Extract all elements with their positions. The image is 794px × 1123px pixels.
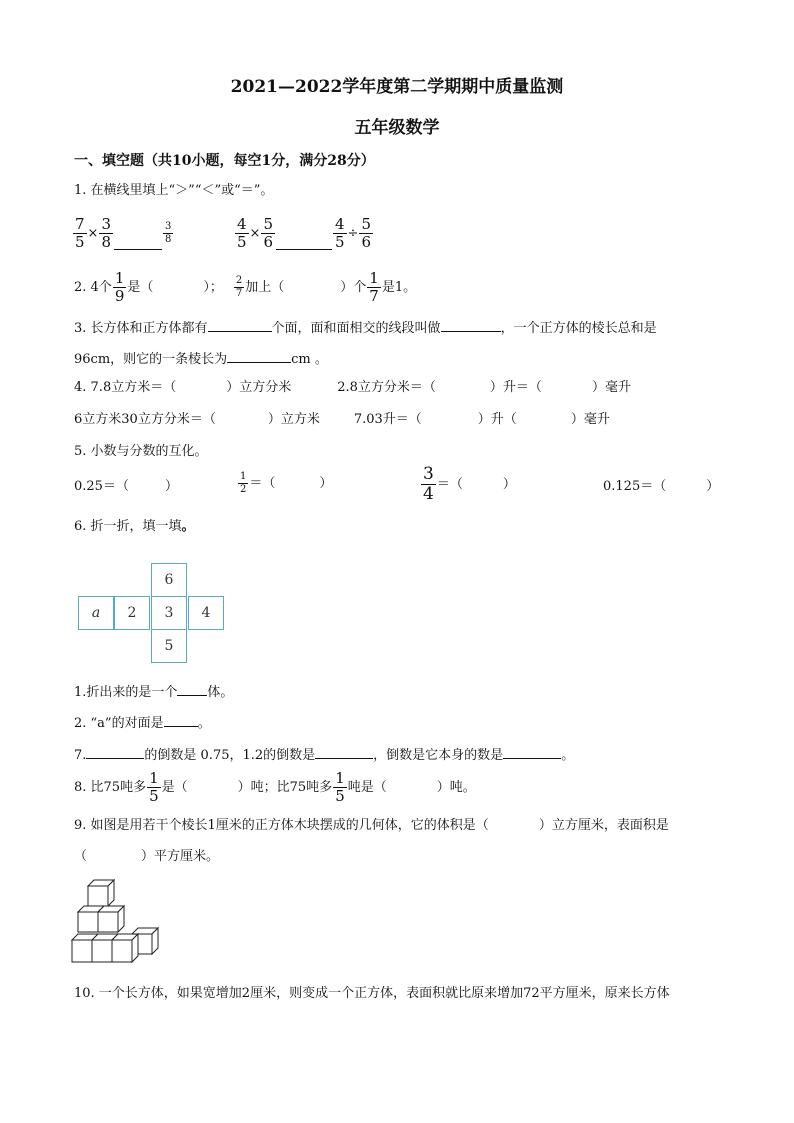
question-5-b: $\frac{1}{2}$ ＝（ ） [240,471,333,495]
net-cell-a: a [78,596,114,630]
cube [98,906,124,932]
question-3-line-2: 96cm，则它的一条棱长为 cm 。 [74,348,328,369]
answer-blank[interactable] [86,744,144,759]
cube [88,880,114,906]
question-1-expr-a [72,217,174,250]
answer-blank[interactable] [503,744,561,759]
question-5-c: $\frac{3}{4}$ ＝（ ） [423,464,516,504]
fraction: $\frac{4}{5}$ [335,215,345,251]
answer-blank[interactable] [276,235,332,250]
answer-blank[interactable] [441,317,501,332]
answer-blank[interactable] [114,235,162,250]
net-cell-bottom: 5 [151,629,187,663]
fraction: $\frac{4}{5}$ [237,215,247,251]
operator: × [87,225,99,241]
question-6-sub-1: 1.折出来的是一个 体。 [74,681,233,702]
page-subtitle: 五年级数学 [354,118,440,138]
answer-blank[interactable] [177,681,207,696]
fraction: $\frac{1}{7}$ [369,269,379,305]
question-7: 7. 的倒数是 0.75，1.2的倒数是 ，倒数是它本身的数是 。 [74,744,574,765]
question-10: 10. 一个长方体，如果宽增加2厘米，则变成一个正方体，表面积就比原来增加72平方厘米，原来长方体 [74,986,670,1001]
question-6-sub-2: 2. “a”的对面是 。 [74,712,211,733]
net-cell-4: 4 [188,596,224,630]
question-5-a: 0.25＝（ ） [74,479,178,494]
fraction: $\frac{3}{8}$ [165,221,172,245]
section-heading: 一、填空题（共10小题，每空1分，满分28分） [74,153,375,169]
net-cell-2: 2 [114,596,150,630]
fraction: $\frac{3}{4}$ [423,464,434,504]
question-2: 2. 4个 $\frac{1}{9}$ 是（ ）； $\frac{2}{7}$ 加上（ ）个 $\frac{1}{7}$ 是1。 [74,269,417,305]
question-9-line-1: 9. 如图是用若干个棱长1厘米的正方体木块摆成的几何体，它的体积是（ ）立方厘米，表面积是 [74,818,669,833]
question-5-d: 0.125＝（ ） [603,479,720,494]
answer-blank[interactable] [208,317,272,332]
answer-blank[interactable] [315,744,373,759]
operator: × [249,225,261,241]
answer-blank[interactable] [227,348,291,363]
cube [132,928,158,962]
fraction: $\frac{5}{6}$ [361,215,371,251]
page-title: 2021—2022学年度第二学期期中质量监测 [230,77,564,97]
question-6-text: 6. 折一折，填一填。 [74,519,195,534]
question-9-line-2: （ ）平方厘米。 [74,849,220,864]
operator: ÷ [347,225,359,241]
question-8: 8. 比75吨多 $\frac{1}{5}$ 是（ ）吨；比75吨多 $\frac{1}{5}$ 吨是（ ）吨。 [74,769,476,805]
fraction: $\frac{5}{6}$ [263,215,273,251]
fraction: $\frac{1}{5}$ [149,769,159,805]
question-5-text: 5. 小数与分数的互化。 [74,444,208,459]
fraction: $\frac{2}{7}$ [235,275,243,299]
question-3-line-1: 3. 长方体和正方体都有 个面，面和面相交的线段叫做 ，一个正方体的棱长总和是 [74,317,657,338]
question-4-line-1: 4. 7.8立方米＝（ ）立方分米 2.8立方分米＝（ ）升＝（ ）毫升 [74,380,631,395]
fraction: $\frac{7}{5}$ [75,215,85,251]
question-4-line-2: 6立方米30立方分米＝（ ）立方米 7.03升＝（ ）升（ ）毫升 [74,412,610,427]
net-cell-top: 6 [151,563,187,597]
cube-stack-figure [70,878,162,968]
answer-blank[interactable] [164,712,198,727]
net-cell-3: 3 [151,596,187,630]
fraction: $\frac{1}{5}$ [335,769,345,805]
fraction: $\frac{1}{2}$ [240,471,247,495]
fraction: $\frac{1}{9}$ [114,269,125,305]
question-1-text: 1. 在横线里填上“＞”“＜”或“＝”。 [74,183,274,198]
question-1-expr-b [234,217,374,250]
fraction: $\frac{3}{8}$ [101,215,111,251]
